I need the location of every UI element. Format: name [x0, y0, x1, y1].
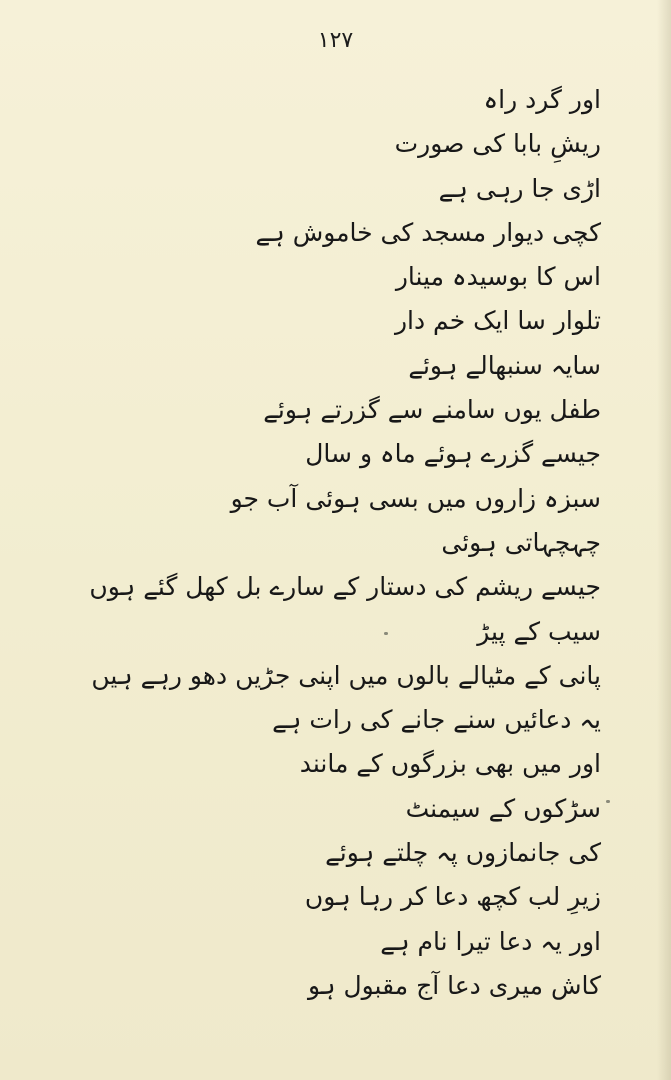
poem-line: سایہ سنبھالے ہوئے [408, 350, 601, 380]
poem-line: سڑکوں کے سیمنٹ [405, 793, 601, 823]
poem-line: اور یہ دعا تیرا نام ہے [380, 926, 601, 956]
poem-line: کچی دیوار مسجد کی خاموش ہے [255, 217, 601, 247]
poem-line: اڑی جا رہی ہے [438, 173, 601, 203]
poem-line: ریشِ بابا کی صورت [394, 129, 601, 159]
paper-speck [384, 632, 388, 635]
poem-line: پانی کے مٹیالے بالوں میں اپنی جڑیں دھو رہے ہیں [91, 660, 601, 690]
poem-line: زیرِ لب کچھ دعا کر رہا ہوں [304, 882, 601, 912]
poem-line: سبزہ زاروں میں بسی ہوئی آب جو [230, 483, 601, 513]
poem-line: اس کا بوسیدہ مینار [395, 262, 601, 292]
page-edge-shadow [657, 0, 671, 1080]
poem-line: چہچہاتی ہوئی [441, 527, 601, 557]
poem-line: اور میں بھی بزرگوں کے مانند [299, 749, 601, 779]
poem-line: طفل یوں سامنے سے گزرتے ہوئے [263, 395, 601, 425]
poem-line: اور گرد راہ [483, 85, 601, 114]
poem-line: تلوار سا ایک خم دار [394, 306, 601, 336]
page-number: ۱۲۷ [317, 28, 354, 53]
poem-line: سیب کے پیڑ [477, 616, 601, 646]
paper-speck [606, 800, 610, 803]
poem-line: جیسے ریشم کی دستار کے سارے بل کھل گئے ہوں [89, 572, 601, 602]
poem-line: جیسے گزرے ہوئے ماہ و سال [305, 439, 601, 469]
poem-line: کاش میری دعا آج مقبول ہو [307, 970, 601, 1000]
poem [81, 78, 601, 1008]
poem-line: کی جانمازوں پہ چلتے ہوئے [325, 838, 601, 868]
poem-line: یہ دعائیں سنے جانے کی رات ہے [272, 705, 601, 735]
